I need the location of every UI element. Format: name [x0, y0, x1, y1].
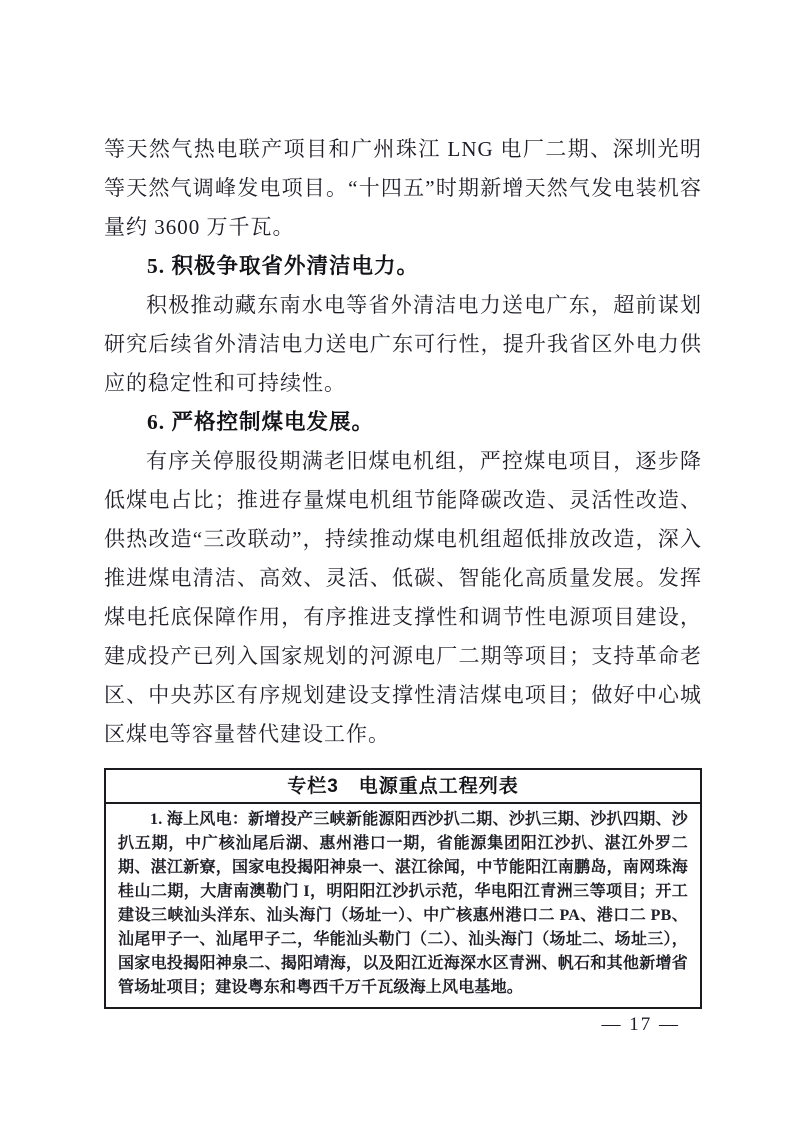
paragraph-external-clean-power: 积极推动藏东南水电等省外清洁电力送电广东，超前谋划研究后续省外清洁电力送电广东可行性，提升我省区外电力供应的稳定性和可持续性。 [104, 293, 702, 395]
panel-body-offshore-wind-list: 1. 海上风电：新增投产三峡新能源阳西沙扒二期、沙扒三期、沙扒四期、沙扒五期，中广核汕尾后湖、惠州港口一期，省能源集团阳江沙扒、湛江外罗二期、湛江新寮，国家电投揭阳神泉一、湛江徐闻，中节能阳江南鹏岛，南网珠海桂山二期，大唐南澳勒门 I，明阳阳江沙扒示范，华电阳江青洲三等项目；开工建设三峡汕头洋东、汕头海门（场址一）、中广核惠州港口二 PA、港口二 PB、汕尾甲子一、汕尾甲子二，华能汕头勒门（二）、汕头海门（场址二、场址三），国家电投揭阳神泉二、揭阳靖海，以及阳江近海深水区青洲、帆石和其他新增省管场址项目；建设粤东和粤西千万千瓦级海上风电基地。 [118, 811, 688, 996]
page-content [104, 130, 702, 1036]
page-number: — 17 — [601, 1014, 680, 1035]
section-5-heading: 5. 积极争取省外清洁电力。 [147, 254, 420, 278]
paragraph-gas-power-projects: 等天然气热电联产项目和广州珠江 LNG 电厂二期、深圳光明等天然气调峰发电项目。“十四五”时期新增天然气发电装机容量约 3600 万千瓦。 [104, 137, 702, 239]
section-6-heading: 6. 严格控制煤电发展。 [147, 410, 375, 434]
paragraph-coal-power-control: 有序关停服役期满老旧煤电机组，严控煤电项目，逐步降低煤电占比；推进存量煤电机组节能降碳改造、灵活性改造、供热改造“三改联动”，持续推动煤电机组超低排放改造，深入推进煤电清洁、高效、灵活、低碳、智能化高质量发展。发挥煤电托底保障作用，有序推进支撑性和调节性电源项目建设，建成投产已列入国家规划的河源电厂二期等项目；支持革命老区、中央苏区有序规划建设支撑性清洁煤电项目；做好中心城区煤电等容量替代建设工作。 [104, 449, 702, 746]
panel-title: 专栏3 电源重点工程列表 [106, 770, 700, 804]
panel-key-power-projects [104, 768, 702, 1009]
